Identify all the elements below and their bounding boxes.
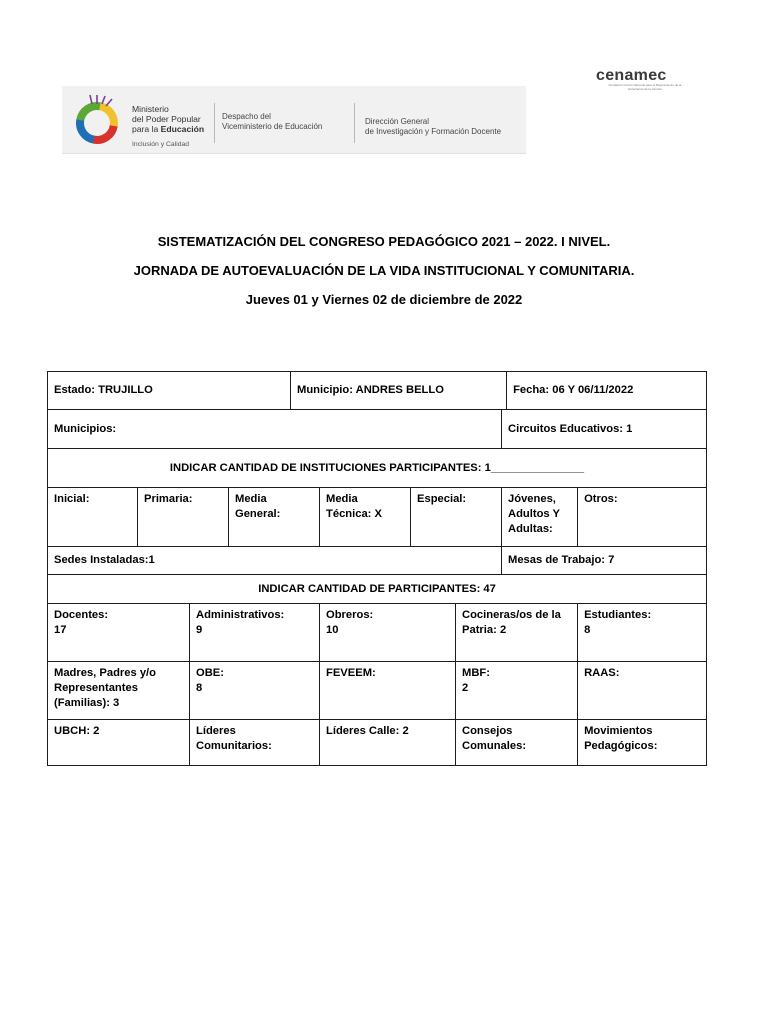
media-tecnica-cell: Media Técnica: X <box>320 488 411 547</box>
estudiantes-label: Estudiantes: <box>584 609 652 621</box>
ministry-tagline: Inclusión y Calidad <box>132 141 190 148</box>
participantes-header: INDICAR CANTIDAD DE PARTICIPANTES: 47 <box>48 575 707 604</box>
banner-divider <box>354 103 355 143</box>
administrativos-cell <box>190 604 320 662</box>
instituciones-header: INDICAR CANTIDAD DE INSTITUCIONES PARTICIPANTES: 1_______________ <box>48 449 707 488</box>
inicial-cell: Inicial: <box>48 488 138 547</box>
obreros-value: 10 <box>326 624 339 636</box>
ministry-logo-icon <box>70 94 124 148</box>
lideres-calle-cell: Líderes Calle: 2 <box>320 720 456 766</box>
lideres-comunitarios-cell: Líderes Comunitarios: <box>190 720 320 766</box>
title-line-1: SISTEMATIZACIÓN DEL CONGRESO PEDAGÓGICO 2021 – 2022. I NIVEL. <box>157 234 611 249</box>
direccion-text: Dirección General de Investigación y Formación Docente <box>365 117 502 136</box>
municipio-cell: Municipio: ANDRES BELLO <box>291 372 507 410</box>
cenamec-logo: cenamec <box>596 67 667 84</box>
media-general-cell: Media General: <box>229 488 320 547</box>
cocineras-cell: Cocineras/os de la Patria: 2 <box>456 604 578 662</box>
mbf-value: 2 <box>462 682 469 694</box>
title-line-2: JORNADA DE AUTOEVALUACIÓN DE LA VIDA INSTITUCIONAL Y COMUNITARIA. <box>133 263 635 278</box>
movimientos-cell: Movimientos Pedagógicos: <box>578 720 707 766</box>
obe-cell <box>190 662 320 720</box>
mbf-label: MBF: <box>462 667 490 679</box>
docentes-label: Docentes: <box>54 609 109 621</box>
primaria-cell: Primaria: <box>138 488 229 547</box>
despacho-text: Despacho del Viceministerio de Educación <box>222 112 323 131</box>
docentes-value: 17 <box>54 624 67 636</box>
obreros-cell <box>320 604 456 662</box>
feveem-cell: FEVEEM: <box>320 662 456 720</box>
estudiantes-cell <box>578 604 707 662</box>
especial-cell: Especial: <box>411 488 502 547</box>
ministry-banner <box>62 86 526 154</box>
administrativos-label: Administrativos: <box>196 609 285 621</box>
jovenes-adultos-cell: Jóvenes, Adultos Y Adultas: <box>502 488 578 547</box>
circuitos-cell: Circuitos Educativos: 1 <box>502 410 707 449</box>
estudiantes-value: 8 <box>584 624 591 636</box>
raas-cell: RAAS: <box>578 662 707 720</box>
sedes-cell: Sedes Instaladas:1 <box>48 547 502 575</box>
consejos-comunales-cell: Consejos Comunales: <box>456 720 578 766</box>
document-title <box>0 232 768 319</box>
otros-cell: Otros: <box>578 488 707 547</box>
title-line-3: Jueves 01 y Viernes 02 de diciembre de 2022 <box>245 292 523 307</box>
ubch-cell: UBCH: 2 <box>48 720 190 766</box>
obe-label: OBE: <box>196 667 224 679</box>
docentes-cell <box>48 604 190 662</box>
municipios-cell: Municipios: <box>48 410 502 449</box>
mesas-cell: Mesas de Trabajo: 7 <box>502 547 707 575</box>
madres-padres-cell: Madres, Padres y/o Representantes (Familias): 3 <box>48 662 190 720</box>
mbf-cell <box>456 662 578 720</box>
estado-cell: Estado: TRUJILLO <box>48 372 291 410</box>
obe-value: 8 <box>196 682 203 694</box>
cenamec-subtext: Fundación Centro Nacional para el Mejoramiento de la Enseñanza de la Ciencia <box>608 83 682 91</box>
banner-divider <box>214 103 215 143</box>
ministry-name: Ministerio del Poder Popular para la Educación <box>132 104 205 135</box>
administrativos-value: 9 <box>196 624 203 636</box>
form-table <box>47 371 707 766</box>
fecha-cell: Fecha: 06 Y 06/11/2022 <box>507 372 707 410</box>
obreros-label: Obreros: <box>326 609 374 621</box>
